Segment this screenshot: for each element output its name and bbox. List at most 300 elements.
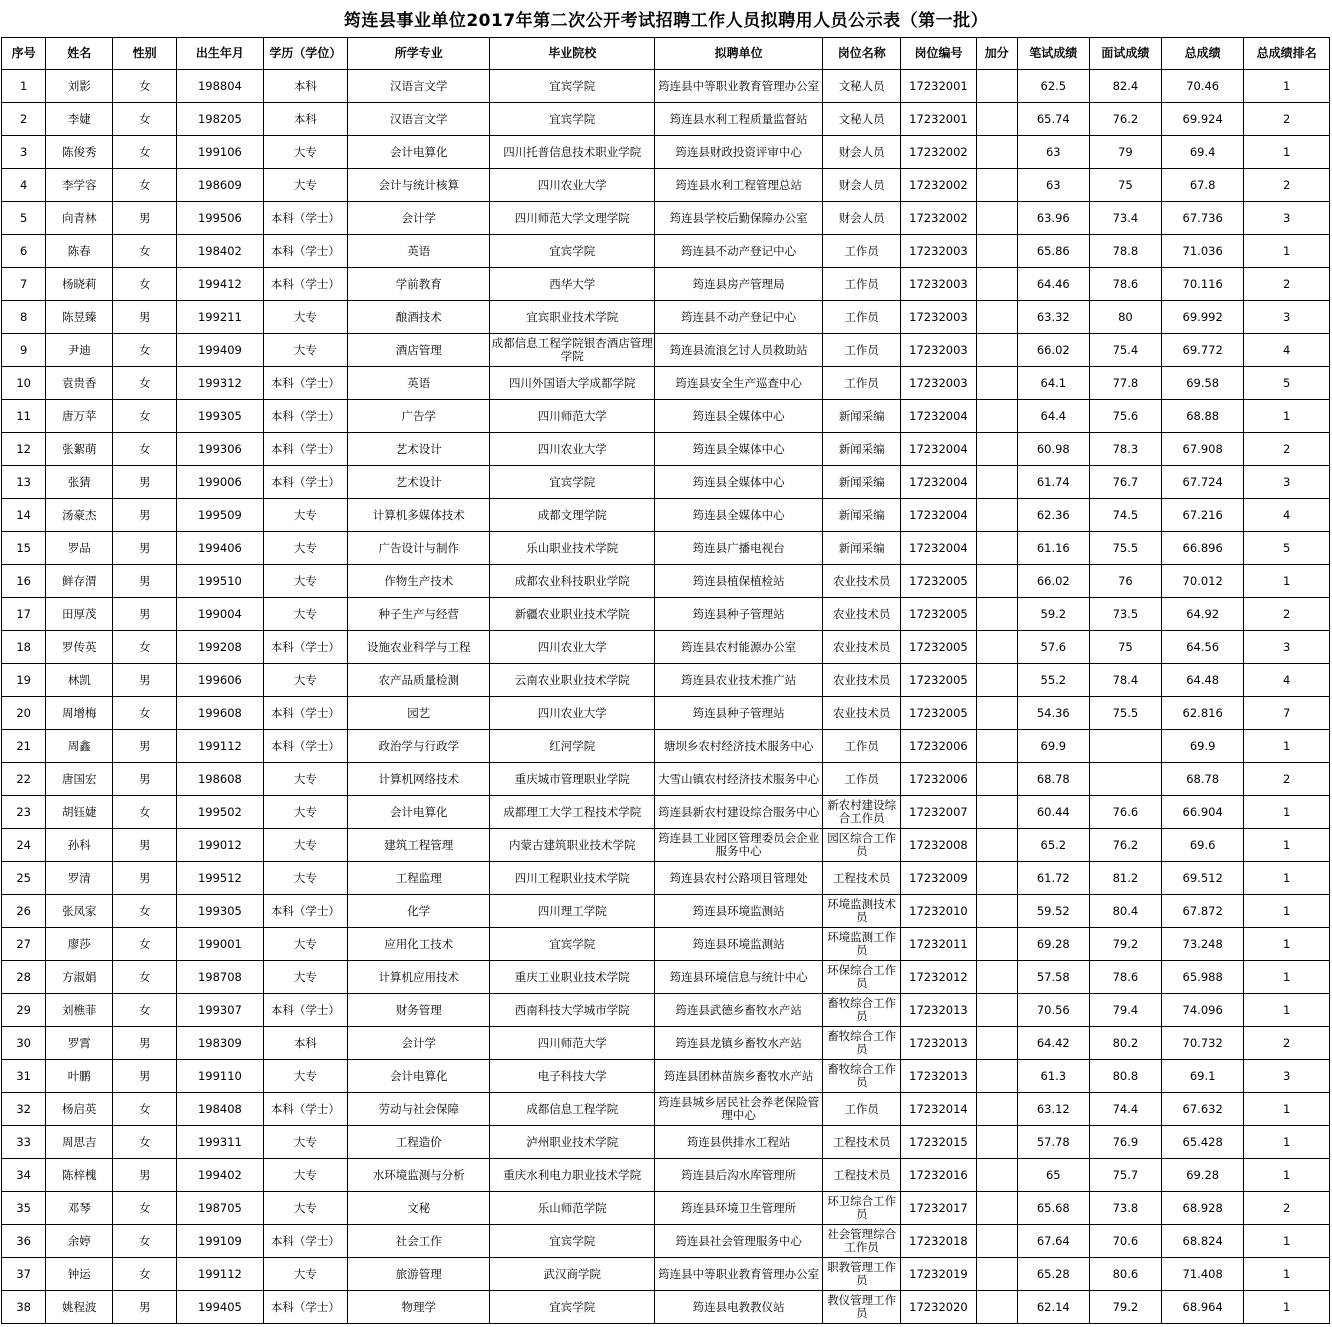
bonus-cell bbox=[976, 829, 1017, 862]
total-score-cell: 67.632 bbox=[1161, 1093, 1243, 1126]
position-code-cell: 17232004 bbox=[901, 433, 976, 466]
school-cell: 四川农业大学 bbox=[490, 433, 655, 466]
total-score-cell: 69.512 bbox=[1161, 862, 1243, 895]
table-row bbox=[2, 301, 1330, 334]
interview-score-cell: 78.6 bbox=[1089, 268, 1161, 301]
birth-cell: 199208 bbox=[177, 631, 264, 664]
bonus-cell bbox=[976, 70, 1017, 103]
interview-score-cell: 80 bbox=[1089, 301, 1161, 334]
table-row bbox=[2, 895, 1330, 928]
rank-cell: 3 bbox=[1244, 466, 1330, 499]
written-score-cell: 63.96 bbox=[1017, 202, 1089, 235]
table-row bbox=[2, 433, 1330, 466]
education-cell: 大专 bbox=[263, 829, 347, 862]
table-row bbox=[2, 499, 1330, 532]
interview-score-cell: 80.2 bbox=[1089, 1027, 1161, 1060]
table-row bbox=[2, 664, 1330, 697]
header-rank: 总成绩排名 bbox=[1244, 38, 1330, 70]
total-score-cell: 62.816 bbox=[1161, 697, 1243, 730]
header-row bbox=[2, 38, 1330, 70]
written-score-cell: 60.44 bbox=[1017, 796, 1089, 829]
position-cell: 工作员 bbox=[823, 235, 901, 268]
total-score-cell: 69.9 bbox=[1161, 730, 1243, 763]
gender-cell: 女 bbox=[113, 796, 177, 829]
interview-score-cell: 76.6 bbox=[1089, 796, 1161, 829]
birth-cell: 199211 bbox=[177, 301, 264, 334]
table-row bbox=[2, 631, 1330, 664]
birth-cell: 199509 bbox=[177, 499, 264, 532]
major-cell: 农产品质量检测 bbox=[348, 664, 490, 697]
seq-cell: 29 bbox=[2, 994, 46, 1027]
employer-cell: 筠连县环境信息与统计中心 bbox=[655, 961, 823, 994]
total-score-cell: 66.896 bbox=[1161, 532, 1243, 565]
gender-cell: 女 bbox=[113, 400, 177, 433]
table-row bbox=[2, 1192, 1330, 1225]
written-score-cell: 63.12 bbox=[1017, 1093, 1089, 1126]
total-score-cell: 69.924 bbox=[1161, 103, 1243, 136]
name-cell: 刘影 bbox=[46, 70, 113, 103]
major-cell: 会计电算化 bbox=[348, 1060, 490, 1093]
position-code-cell: 17232004 bbox=[901, 532, 976, 565]
seq-cell: 19 bbox=[2, 664, 46, 697]
written-score-cell: 64.1 bbox=[1017, 367, 1089, 400]
position-cell: 新闻采编 bbox=[823, 466, 901, 499]
page-title: 筠连县事业单位2017年第二次公开考试招聘工作人员拟聘用人员公示表（第一批） bbox=[343, 11, 989, 31]
name-cell: 张凤家 bbox=[46, 895, 113, 928]
interview-score-cell: 78.6 bbox=[1089, 961, 1161, 994]
rank-cell: 1 bbox=[1244, 829, 1330, 862]
table-row bbox=[2, 136, 1330, 169]
position-code-cell: 17232001 bbox=[901, 70, 976, 103]
major-cell: 艺术设计 bbox=[348, 433, 490, 466]
employer-cell: 筠连县不动产登记中心 bbox=[655, 235, 823, 268]
birth-cell: 199106 bbox=[177, 136, 264, 169]
interview-score-cell: 75.7 bbox=[1089, 1159, 1161, 1192]
table-row bbox=[2, 169, 1330, 202]
name-cell: 余婷 bbox=[46, 1225, 113, 1258]
school-cell: 乐山师范学院 bbox=[490, 1192, 655, 1225]
rank-cell: 1 bbox=[1244, 70, 1330, 103]
school-cell: 四川托普信息技术职业学院 bbox=[490, 136, 655, 169]
rank-cell: 2 bbox=[1244, 433, 1330, 466]
rank-cell: 2 bbox=[1244, 1027, 1330, 1060]
interview-score-cell: 79.4 bbox=[1089, 994, 1161, 1027]
total-score-cell: 69.6 bbox=[1161, 829, 1243, 862]
birth-cell: 198408 bbox=[177, 1093, 264, 1126]
seq-cell: 9 bbox=[2, 334, 46, 367]
school-cell: 四川理工学院 bbox=[490, 895, 655, 928]
written-score-cell: 65.2 bbox=[1017, 829, 1089, 862]
employer-cell: 筠连县水利工程管理总站 bbox=[655, 169, 823, 202]
education-cell: 大专 bbox=[263, 334, 347, 367]
school-cell: 四川农业大学 bbox=[490, 169, 655, 202]
interview-score-cell: 75.5 bbox=[1089, 532, 1161, 565]
education-cell: 本科（学士） bbox=[263, 268, 347, 301]
name-cell: 袁贵香 bbox=[46, 367, 113, 400]
seq-cell: 18 bbox=[2, 631, 46, 664]
major-cell: 财务管理 bbox=[348, 994, 490, 1027]
school-cell: 重庆工业职业技术学院 bbox=[490, 961, 655, 994]
header-name: 姓名 bbox=[46, 38, 113, 70]
employer-cell: 筠连县流浪乞讨人员救助站 bbox=[655, 334, 823, 367]
name-cell: 罗霄 bbox=[46, 1027, 113, 1060]
education-cell: 本科（学士） bbox=[263, 367, 347, 400]
employer-cell: 筠连县农村公路项目管理处 bbox=[655, 862, 823, 895]
seq-cell: 15 bbox=[2, 532, 46, 565]
total-score-cell: 71.408 bbox=[1161, 1258, 1243, 1291]
name-cell: 廖莎 bbox=[46, 928, 113, 961]
major-cell: 应用化工技术 bbox=[348, 928, 490, 961]
birth-cell: 199506 bbox=[177, 202, 264, 235]
major-cell: 劳动与社会保障 bbox=[348, 1093, 490, 1126]
interview-score-cell: 80.6 bbox=[1089, 1258, 1161, 1291]
birth-cell: 199406 bbox=[177, 532, 264, 565]
gender-cell: 女 bbox=[113, 895, 177, 928]
birth-cell: 199012 bbox=[177, 829, 264, 862]
written-score-cell: 65.28 bbox=[1017, 1258, 1089, 1291]
birth-cell: 199402 bbox=[177, 1159, 264, 1192]
position-code-cell: 17232013 bbox=[901, 1027, 976, 1060]
birth-cell: 199001 bbox=[177, 928, 264, 961]
major-cell: 计算机应用技术 bbox=[348, 961, 490, 994]
birth-cell: 198705 bbox=[177, 1192, 264, 1225]
major-cell: 作物生产技术 bbox=[348, 565, 490, 598]
employer-cell: 筠连县农业技术推广站 bbox=[655, 664, 823, 697]
birth-cell: 199606 bbox=[177, 664, 264, 697]
major-cell: 园艺 bbox=[348, 697, 490, 730]
bonus-cell bbox=[976, 994, 1017, 1027]
seq-cell: 37 bbox=[2, 1258, 46, 1291]
education-cell: 本科（学士） bbox=[263, 433, 347, 466]
birth-cell: 199502 bbox=[177, 796, 264, 829]
written-score-cell: 62.36 bbox=[1017, 499, 1089, 532]
school-cell: 四川农业大学 bbox=[490, 631, 655, 664]
position-code-cell: 17232003 bbox=[901, 367, 976, 400]
position-cell: 新农村建设综合工作员 bbox=[823, 796, 901, 829]
total-score-cell: 67.8 bbox=[1161, 169, 1243, 202]
school-cell: 武汉商学院 bbox=[490, 1258, 655, 1291]
rank-cell: 7 bbox=[1244, 697, 1330, 730]
name-cell: 唐国宏 bbox=[46, 763, 113, 796]
education-cell: 本科（学士） bbox=[263, 730, 347, 763]
rank-cell: 4 bbox=[1244, 664, 1330, 697]
birth-cell: 199112 bbox=[177, 1258, 264, 1291]
school-cell: 重庆城市管理职业学院 bbox=[490, 763, 655, 796]
position-cell: 农业技术员 bbox=[823, 565, 901, 598]
header-bonus: 加分 bbox=[976, 38, 1017, 70]
name-cell: 方淑娟 bbox=[46, 961, 113, 994]
birth-cell: 198708 bbox=[177, 961, 264, 994]
header-written-score: 笔试成绩 bbox=[1017, 38, 1089, 70]
bonus-cell bbox=[976, 235, 1017, 268]
education-cell: 大专 bbox=[263, 169, 347, 202]
position-cell: 畜牧综合工作员 bbox=[823, 1060, 901, 1093]
position-code-cell: 17232010 bbox=[901, 895, 976, 928]
table-row bbox=[2, 829, 1330, 862]
major-cell: 政治学与行政学 bbox=[348, 730, 490, 763]
position-code-cell: 17232005 bbox=[901, 697, 976, 730]
interview-score-cell: 73.5 bbox=[1089, 598, 1161, 631]
name-cell: 杨晓莉 bbox=[46, 268, 113, 301]
name-cell: 孙科 bbox=[46, 829, 113, 862]
birth-cell: 199006 bbox=[177, 466, 264, 499]
position-cell: 工作员 bbox=[823, 334, 901, 367]
seq-cell: 27 bbox=[2, 928, 46, 961]
position-cell: 工作员 bbox=[823, 1093, 901, 1126]
employer-cell: 筠连县环境监测站 bbox=[655, 928, 823, 961]
position-cell: 工程技术员 bbox=[823, 1159, 901, 1192]
name-cell: 周思吉 bbox=[46, 1126, 113, 1159]
position-cell: 财会人员 bbox=[823, 169, 901, 202]
written-score-cell: 62.14 bbox=[1017, 1291, 1089, 1324]
gender-cell: 男 bbox=[113, 1027, 177, 1060]
position-cell: 新闻采编 bbox=[823, 499, 901, 532]
rank-cell: 1 bbox=[1244, 1291, 1330, 1324]
gender-cell: 女 bbox=[113, 268, 177, 301]
position-cell: 新闻采编 bbox=[823, 433, 901, 466]
written-score-cell: 61.3 bbox=[1017, 1060, 1089, 1093]
seq-cell: 14 bbox=[2, 499, 46, 532]
birth-cell: 199112 bbox=[177, 730, 264, 763]
seq-cell: 1 bbox=[2, 70, 46, 103]
school-cell: 四川外国语大学成都学院 bbox=[490, 367, 655, 400]
school-cell: 宜宾学院 bbox=[490, 235, 655, 268]
position-cell: 农业技术员 bbox=[823, 631, 901, 664]
gender-cell: 男 bbox=[113, 664, 177, 697]
bonus-cell bbox=[976, 268, 1017, 301]
employer-cell: 筠连县安全生产巡查中心 bbox=[655, 367, 823, 400]
major-cell: 英语 bbox=[348, 235, 490, 268]
bonus-cell bbox=[976, 796, 1017, 829]
table-row bbox=[2, 994, 1330, 1027]
position-cell: 畜牧综合工作员 bbox=[823, 1027, 901, 1060]
name-cell: 田厚茂 bbox=[46, 598, 113, 631]
written-score-cell: 68.78 bbox=[1017, 763, 1089, 796]
education-cell: 本科 bbox=[263, 103, 347, 136]
interview-score-cell: 80.8 bbox=[1089, 1060, 1161, 1093]
school-cell: 宜宾学院 bbox=[490, 1291, 655, 1324]
position-code-cell: 17232009 bbox=[901, 862, 976, 895]
position-cell: 工程技术员 bbox=[823, 1126, 901, 1159]
major-cell: 种子生产与经营 bbox=[348, 598, 490, 631]
position-cell: 工作员 bbox=[823, 268, 901, 301]
bonus-cell bbox=[976, 664, 1017, 697]
education-cell: 大专 bbox=[263, 796, 347, 829]
school-cell: 成都文理学院 bbox=[490, 499, 655, 532]
education-cell: 大专 bbox=[263, 1159, 347, 1192]
seq-cell: 13 bbox=[2, 466, 46, 499]
rank-cell: 1 bbox=[1244, 994, 1330, 1027]
total-score-cell: 65.428 bbox=[1161, 1126, 1243, 1159]
education-cell: 大专 bbox=[263, 1192, 347, 1225]
interview-score-cell: 75.5 bbox=[1089, 697, 1161, 730]
school-cell: 红河学院 bbox=[490, 730, 655, 763]
school-cell: 宜宾职业技术学院 bbox=[490, 301, 655, 334]
employer-cell: 筠连县全媒体中心 bbox=[655, 433, 823, 466]
bonus-cell bbox=[976, 1126, 1017, 1159]
employer-cell: 筠连县水利工程质量监督站 bbox=[655, 103, 823, 136]
bonus-cell bbox=[976, 1192, 1017, 1225]
position-code-cell: 17232018 bbox=[901, 1225, 976, 1258]
seq-cell: 16 bbox=[2, 565, 46, 598]
position-cell: 工程技术员 bbox=[823, 862, 901, 895]
seq-cell: 2 bbox=[2, 103, 46, 136]
table-row bbox=[2, 202, 1330, 235]
interview-score-cell: 73.4 bbox=[1089, 202, 1161, 235]
rank-cell: 1 bbox=[1244, 1159, 1330, 1192]
bonus-cell bbox=[976, 1060, 1017, 1093]
gender-cell: 男 bbox=[113, 1060, 177, 1093]
gender-cell: 女 bbox=[113, 1192, 177, 1225]
rank-cell: 2 bbox=[1244, 169, 1330, 202]
position-cell: 职教管理工作员 bbox=[823, 1258, 901, 1291]
birth-cell: 199412 bbox=[177, 268, 264, 301]
employer-cell: 筠连县武德乡畜牧水产站 bbox=[655, 994, 823, 1027]
interview-score-cell: 74.5 bbox=[1089, 499, 1161, 532]
header-birth: 出生年月 bbox=[177, 38, 264, 70]
gender-cell: 女 bbox=[113, 367, 177, 400]
birth-cell: 199307 bbox=[177, 994, 264, 1027]
major-cell: 广告学 bbox=[348, 400, 490, 433]
rank-cell: 2 bbox=[1244, 763, 1330, 796]
total-score-cell: 68.824 bbox=[1161, 1225, 1243, 1258]
total-score-cell: 67.216 bbox=[1161, 499, 1243, 532]
seq-cell: 17 bbox=[2, 598, 46, 631]
seq-cell: 21 bbox=[2, 730, 46, 763]
table-row bbox=[2, 697, 1330, 730]
birth-cell: 199109 bbox=[177, 1225, 264, 1258]
total-score-cell: 69.772 bbox=[1161, 334, 1243, 367]
seq-cell: 12 bbox=[2, 433, 46, 466]
total-score-cell: 68.88 bbox=[1161, 400, 1243, 433]
written-score-cell: 65.86 bbox=[1017, 235, 1089, 268]
school-cell: 成都理工大学工程技术学院 bbox=[490, 796, 655, 829]
table-row bbox=[2, 730, 1330, 763]
bonus-cell bbox=[976, 367, 1017, 400]
bonus-cell bbox=[976, 928, 1017, 961]
table-row bbox=[2, 334, 1330, 367]
bonus-cell bbox=[976, 1225, 1017, 1258]
interview-score-cell: 76.7 bbox=[1089, 466, 1161, 499]
total-score-cell: 67.908 bbox=[1161, 433, 1243, 466]
school-cell: 重庆水利电力职业技术学院 bbox=[490, 1159, 655, 1192]
school-cell: 宜宾学院 bbox=[490, 928, 655, 961]
rank-cell: 1 bbox=[1244, 1225, 1330, 1258]
interview-score-cell: 82.4 bbox=[1089, 70, 1161, 103]
rank-cell: 1 bbox=[1244, 895, 1330, 928]
written-score-cell: 61.74 bbox=[1017, 466, 1089, 499]
written-score-cell: 61.16 bbox=[1017, 532, 1089, 565]
written-score-cell: 63 bbox=[1017, 136, 1089, 169]
written-score-cell: 57.78 bbox=[1017, 1126, 1089, 1159]
gender-cell: 女 bbox=[113, 136, 177, 169]
interview-score-cell: 79.2 bbox=[1089, 928, 1161, 961]
seq-cell: 3 bbox=[2, 136, 46, 169]
interview-score-cell: 73.8 bbox=[1089, 1192, 1161, 1225]
position-code-cell: 17232005 bbox=[901, 598, 976, 631]
employer-cell: 筠连县社会管理服务中心 bbox=[655, 1225, 823, 1258]
school-cell: 成都农业科技职业学院 bbox=[490, 565, 655, 598]
gender-cell: 女 bbox=[113, 1126, 177, 1159]
name-cell: 汤豪杰 bbox=[46, 499, 113, 532]
education-cell: 大专 bbox=[263, 532, 347, 565]
employer-cell: 筠连县全媒体中心 bbox=[655, 400, 823, 433]
position-cell: 工作员 bbox=[823, 730, 901, 763]
written-score-cell: 61.72 bbox=[1017, 862, 1089, 895]
bonus-cell bbox=[976, 565, 1017, 598]
rank-cell: 5 bbox=[1244, 532, 1330, 565]
name-cell: 陈昱臻 bbox=[46, 301, 113, 334]
table-row bbox=[2, 466, 1330, 499]
employer-cell: 筠连县不动产登记中心 bbox=[655, 301, 823, 334]
rank-cell: 1 bbox=[1244, 862, 1330, 895]
table-row bbox=[2, 1225, 1330, 1258]
position-cell: 文秘人员 bbox=[823, 70, 901, 103]
interview-score-cell: 75 bbox=[1089, 169, 1161, 202]
employer-cell: 筠连县学校后勤保障办公室 bbox=[655, 202, 823, 235]
school-cell: 云南农业职业技术学院 bbox=[490, 664, 655, 697]
name-cell: 姚程波 bbox=[46, 1291, 113, 1324]
major-cell: 会计学 bbox=[348, 1027, 490, 1060]
written-score-cell: 65 bbox=[1017, 1159, 1089, 1192]
written-score-cell: 64.42 bbox=[1017, 1027, 1089, 1060]
position-code-cell: 17232001 bbox=[901, 103, 976, 136]
position-cell: 园区综合工作员 bbox=[823, 829, 901, 862]
position-cell: 工作员 bbox=[823, 301, 901, 334]
seq-cell: 34 bbox=[2, 1159, 46, 1192]
major-cell: 汉语言文学 bbox=[348, 103, 490, 136]
position-cell: 环境监测工作员 bbox=[823, 928, 901, 961]
bonus-cell bbox=[976, 895, 1017, 928]
gender-cell: 男 bbox=[113, 763, 177, 796]
position-cell: 环卫综合工作员 bbox=[823, 1192, 901, 1225]
major-cell: 化学 bbox=[348, 895, 490, 928]
total-score-cell: 69.992 bbox=[1161, 301, 1243, 334]
position-cell: 文秘人员 bbox=[823, 103, 901, 136]
total-score-cell: 69.4 bbox=[1161, 136, 1243, 169]
education-cell: 本科（学士） bbox=[263, 697, 347, 730]
bonus-cell bbox=[976, 400, 1017, 433]
total-score-cell: 69.1 bbox=[1161, 1060, 1243, 1093]
total-score-cell: 67.736 bbox=[1161, 202, 1243, 235]
written-score-cell: 63 bbox=[1017, 169, 1089, 202]
major-cell: 酿酒技术 bbox=[348, 301, 490, 334]
bonus-cell bbox=[976, 499, 1017, 532]
rank-cell: 4 bbox=[1244, 334, 1330, 367]
total-score-cell: 68.78 bbox=[1161, 763, 1243, 796]
bonus-cell bbox=[976, 1258, 1017, 1291]
position-code-cell: 17232005 bbox=[901, 631, 976, 664]
bonus-cell bbox=[976, 862, 1017, 895]
written-score-cell: 67.64 bbox=[1017, 1225, 1089, 1258]
total-score-cell: 73.248 bbox=[1161, 928, 1243, 961]
position-code-cell: 17232007 bbox=[901, 796, 976, 829]
total-score-cell: 65.988 bbox=[1161, 961, 1243, 994]
table-row bbox=[2, 268, 1330, 301]
rank-cell: 1 bbox=[1244, 730, 1330, 763]
name-cell: 邓琴 bbox=[46, 1192, 113, 1225]
interview-score-cell: 78.4 bbox=[1089, 664, 1161, 697]
name-cell: 向青林 bbox=[46, 202, 113, 235]
employer-cell: 筠连县环境卫生管理所 bbox=[655, 1192, 823, 1225]
total-score-cell: 74.096 bbox=[1161, 994, 1243, 1027]
birth-cell: 198205 bbox=[177, 103, 264, 136]
interview-score-cell bbox=[1089, 763, 1161, 796]
interview-score-cell: 76.9 bbox=[1089, 1126, 1161, 1159]
written-score-cell: 64.4 bbox=[1017, 400, 1089, 433]
education-cell: 大专 bbox=[263, 664, 347, 697]
total-score-cell: 69.28 bbox=[1161, 1159, 1243, 1192]
